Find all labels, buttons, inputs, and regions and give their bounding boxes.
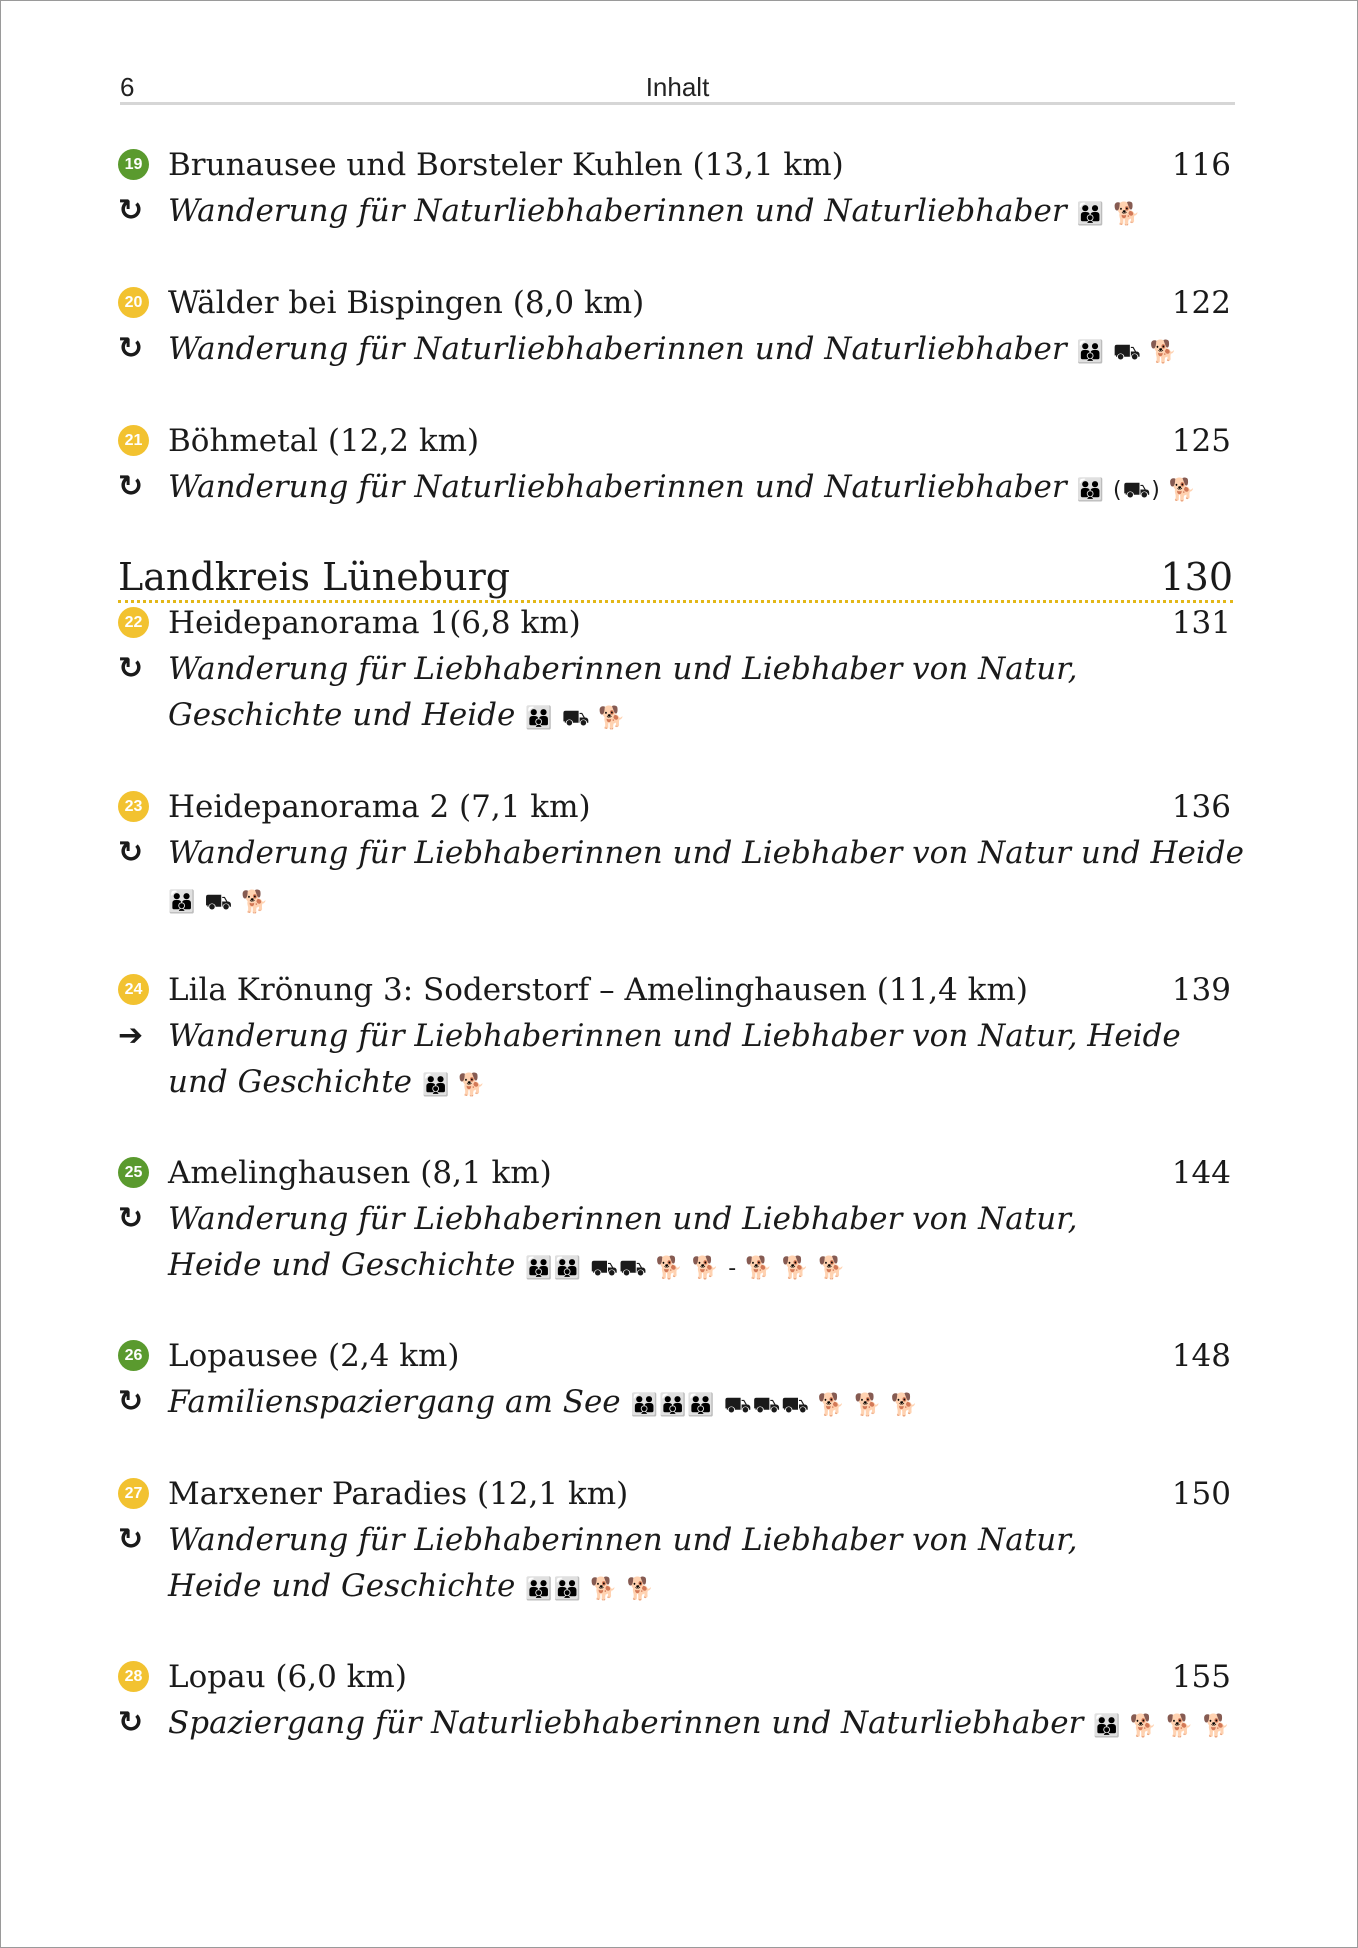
entry-description-cont: und Geschichte	[168, 1064, 413, 1100]
entry-title[interactable]: Brunausee und Borsteler Kuhlen (13,1 km)	[168, 147, 844, 183]
entry-description: Wanderung für Liebhaberinnen und Liebhaber von Natur,	[168, 1522, 1078, 1558]
entry-description-cont: Geschichte und Heide	[168, 697, 516, 733]
toc-entry-22[interactable]	[118, 600, 1238, 738]
toc-entry-26[interactable]	[118, 1333, 1238, 1425]
entry-description-line	[118, 464, 1238, 510]
section-title[interactable]: Landkreis Lüneburg	[118, 555, 511, 599]
toc-entry-23[interactable]	[118, 784, 1244, 922]
entry-page-number[interactable]: 136	[1171, 789, 1231, 825]
route-number-badge: 21	[118, 425, 149, 456]
entry-description-line	[118, 1196, 1238, 1242]
entry-title[interactable]: Wälder bei Bispingen (8,0 km)	[168, 285, 645, 321]
entry-page-number[interactable]: 144	[1171, 1155, 1231, 1191]
entry-description: Wanderung für Naturliebhaberinnen und Naturliebhaber	[168, 331, 1067, 367]
entry-description-line	[118, 1517, 1238, 1563]
section-heading[interactable]	[118, 552, 1233, 602]
entry-description-line-2	[118, 1242, 1238, 1288]
entry-description-line-2	[118, 876, 1238, 922]
entry-title-line	[118, 600, 1238, 646]
entry-title-line	[118, 1150, 1238, 1196]
entry-description: Familienspaziergang am See	[168, 1384, 621, 1420]
loop-route-icon: ↻	[118, 1201, 144, 1236]
entry-title[interactable]: Heidepanorama 1(6,8 km)	[168, 605, 581, 641]
entry-title-line	[118, 418, 1238, 464]
toc-entry-28[interactable]	[118, 1654, 1238, 1746]
entry-page-number[interactable]: 122	[1171, 285, 1231, 321]
family-stroller-dog-icons: 👪👪 ⛟⛟ 🐕 🐕 - 🐕 🐕 🐕	[525, 1256, 847, 1281]
entry-description-line-2	[118, 1563, 1238, 1609]
entry-description-line	[118, 646, 1238, 692]
entry-title[interactable]: Amelinghausen (8,1 km)	[168, 1155, 552, 1191]
entry-page-number[interactable]: 125	[1171, 423, 1231, 459]
entry-description-line-2	[118, 1059, 1238, 1105]
route-number-badge: 28	[118, 1661, 149, 1692]
toc-entry-27[interactable]	[118, 1471, 1238, 1609]
entry-description: Wanderung für Liebhaberinnen und Liebhaber von Natur,	[168, 651, 1078, 687]
route-number-badge: 26	[118, 1340, 149, 1371]
entry-description-line	[118, 1013, 1238, 1059]
entry-title-line	[118, 1471, 1238, 1517]
entry-title-line	[118, 1333, 1238, 1379]
entry-title-line	[118, 967, 1238, 1013]
entry-description-line	[118, 188, 1238, 234]
loop-route-icon: ↻	[118, 331, 144, 366]
header-divider	[120, 102, 1235, 105]
entry-description-line	[118, 1379, 1238, 1425]
route-number-badge: 23	[118, 791, 149, 822]
toc-entry-20[interactable]	[118, 280, 1238, 372]
entry-title[interactable]: Böhmetal (12,2 km)	[168, 423, 480, 459]
entry-page-number[interactable]: 148	[1171, 1338, 1231, 1374]
entry-page-number[interactable]: 155	[1171, 1659, 1231, 1695]
family-stroller-dog-icons: 👪 ⛟ 🐕	[1076, 340, 1179, 365]
page-number: 6	[120, 72, 135, 102]
section-page-number[interactable]: 130	[1160, 555, 1233, 599]
entry-description-line-2	[118, 692, 1238, 738]
toc-entry-24[interactable]	[118, 967, 1238, 1105]
route-number-badge: 19	[118, 149, 149, 180]
entry-title[interactable]: Lila Krönung 3: Soderstorf – Amelinghausen (11,4 km)	[168, 972, 1028, 1008]
loop-route-icon: ↻	[118, 1522, 144, 1557]
entry-page-number[interactable]: 150	[1171, 1476, 1231, 1512]
entry-title[interactable]: Lopausee (2,4 km)	[168, 1338, 460, 1374]
entry-description: Wanderung für Liebhaberinnen und Liebhaber von Natur und Heide	[168, 835, 1244, 871]
route-number-badge: 24	[118, 974, 149, 1005]
entry-title[interactable]: Heidepanorama 2 (7,1 km)	[168, 789, 591, 825]
loop-route-icon: ↻	[118, 651, 144, 686]
entry-description: Spaziergang für Naturliebhaberinnen und Naturliebhaber	[168, 1705, 1084, 1741]
route-number-badge: 22	[118, 607, 149, 638]
family-stroller-dog-icons: 👪👪👪 ⛟⛟⛟ 🐕 🐕 🐕	[630, 1393, 919, 1418]
page-title: Inhalt	[645, 72, 710, 102]
entry-description-cont: Heide und Geschichte	[168, 1568, 516, 1604]
family-dog-icons: 👪 🐕	[422, 1073, 487, 1098]
family-stroller-dog-icons: 👪 ⛟ 🐕	[525, 706, 627, 731]
entry-description-line	[118, 326, 1238, 372]
entry-title[interactable]: Marxener Paradies (12,1 km)	[168, 1476, 629, 1512]
toc-entry-21[interactable]	[118, 418, 1238, 510]
entry-title-line	[118, 1654, 1238, 1700]
route-number-badge: 25	[118, 1157, 149, 1188]
loop-route-icon: ↻	[118, 193, 144, 228]
entry-description: Wanderung für Liebhaberinnen und Liebhaber von Natur, Heide	[168, 1018, 1181, 1054]
family-stroller-dog-icons: 👪 (⛟) 🐕	[1076, 478, 1198, 503]
family-dog-icons: 👪👪 🐕 🐕	[525, 1577, 655, 1602]
loop-route-icon: ↻	[118, 835, 144, 870]
loop-route-icon: ↻	[118, 1705, 144, 1740]
entry-description-cont: Heide und Geschichte	[168, 1247, 516, 1283]
loop-route-icon: ↻	[118, 1384, 144, 1419]
route-number-badge: 20	[118, 287, 149, 318]
entry-title[interactable]: Lopau (6,0 km)	[168, 1659, 407, 1695]
entry-description-line	[118, 830, 1244, 876]
entry-page-number[interactable]: 139	[1171, 972, 1231, 1008]
entry-title-line	[118, 142, 1238, 188]
entry-title-line	[118, 280, 1238, 326]
entry-description: Wanderung für Naturliebhaberinnen und Naturliebhaber	[168, 193, 1067, 229]
family-dog-icons: 👪 🐕 🐕 🐕	[1093, 1714, 1231, 1739]
entry-page-number[interactable]: 131	[1171, 605, 1231, 641]
entry-page-number[interactable]: 116	[1171, 147, 1231, 183]
family-dog-icons: 👪 🐕	[1076, 202, 1142, 227]
one-way-arrow-icon: ➔	[118, 1018, 144, 1053]
entry-title-line	[118, 784, 1238, 830]
loop-route-icon: ↻	[118, 469, 144, 504]
entry-description: Wanderung für Liebhaberinnen und Liebhaber von Natur,	[168, 1201, 1078, 1237]
route-number-badge: 27	[118, 1478, 149, 1509]
entry-description-line	[118, 1700, 1238, 1746]
toc-entry-25[interactable]	[118, 1150, 1238, 1288]
entry-description: Wanderung für Naturliebhaberinnen und Naturliebhaber	[168, 469, 1067, 505]
toc-entry-19[interactable]	[118, 142, 1238, 234]
family-stroller-dog-icons: 👪 ⛟ 🐕	[168, 890, 270, 915]
